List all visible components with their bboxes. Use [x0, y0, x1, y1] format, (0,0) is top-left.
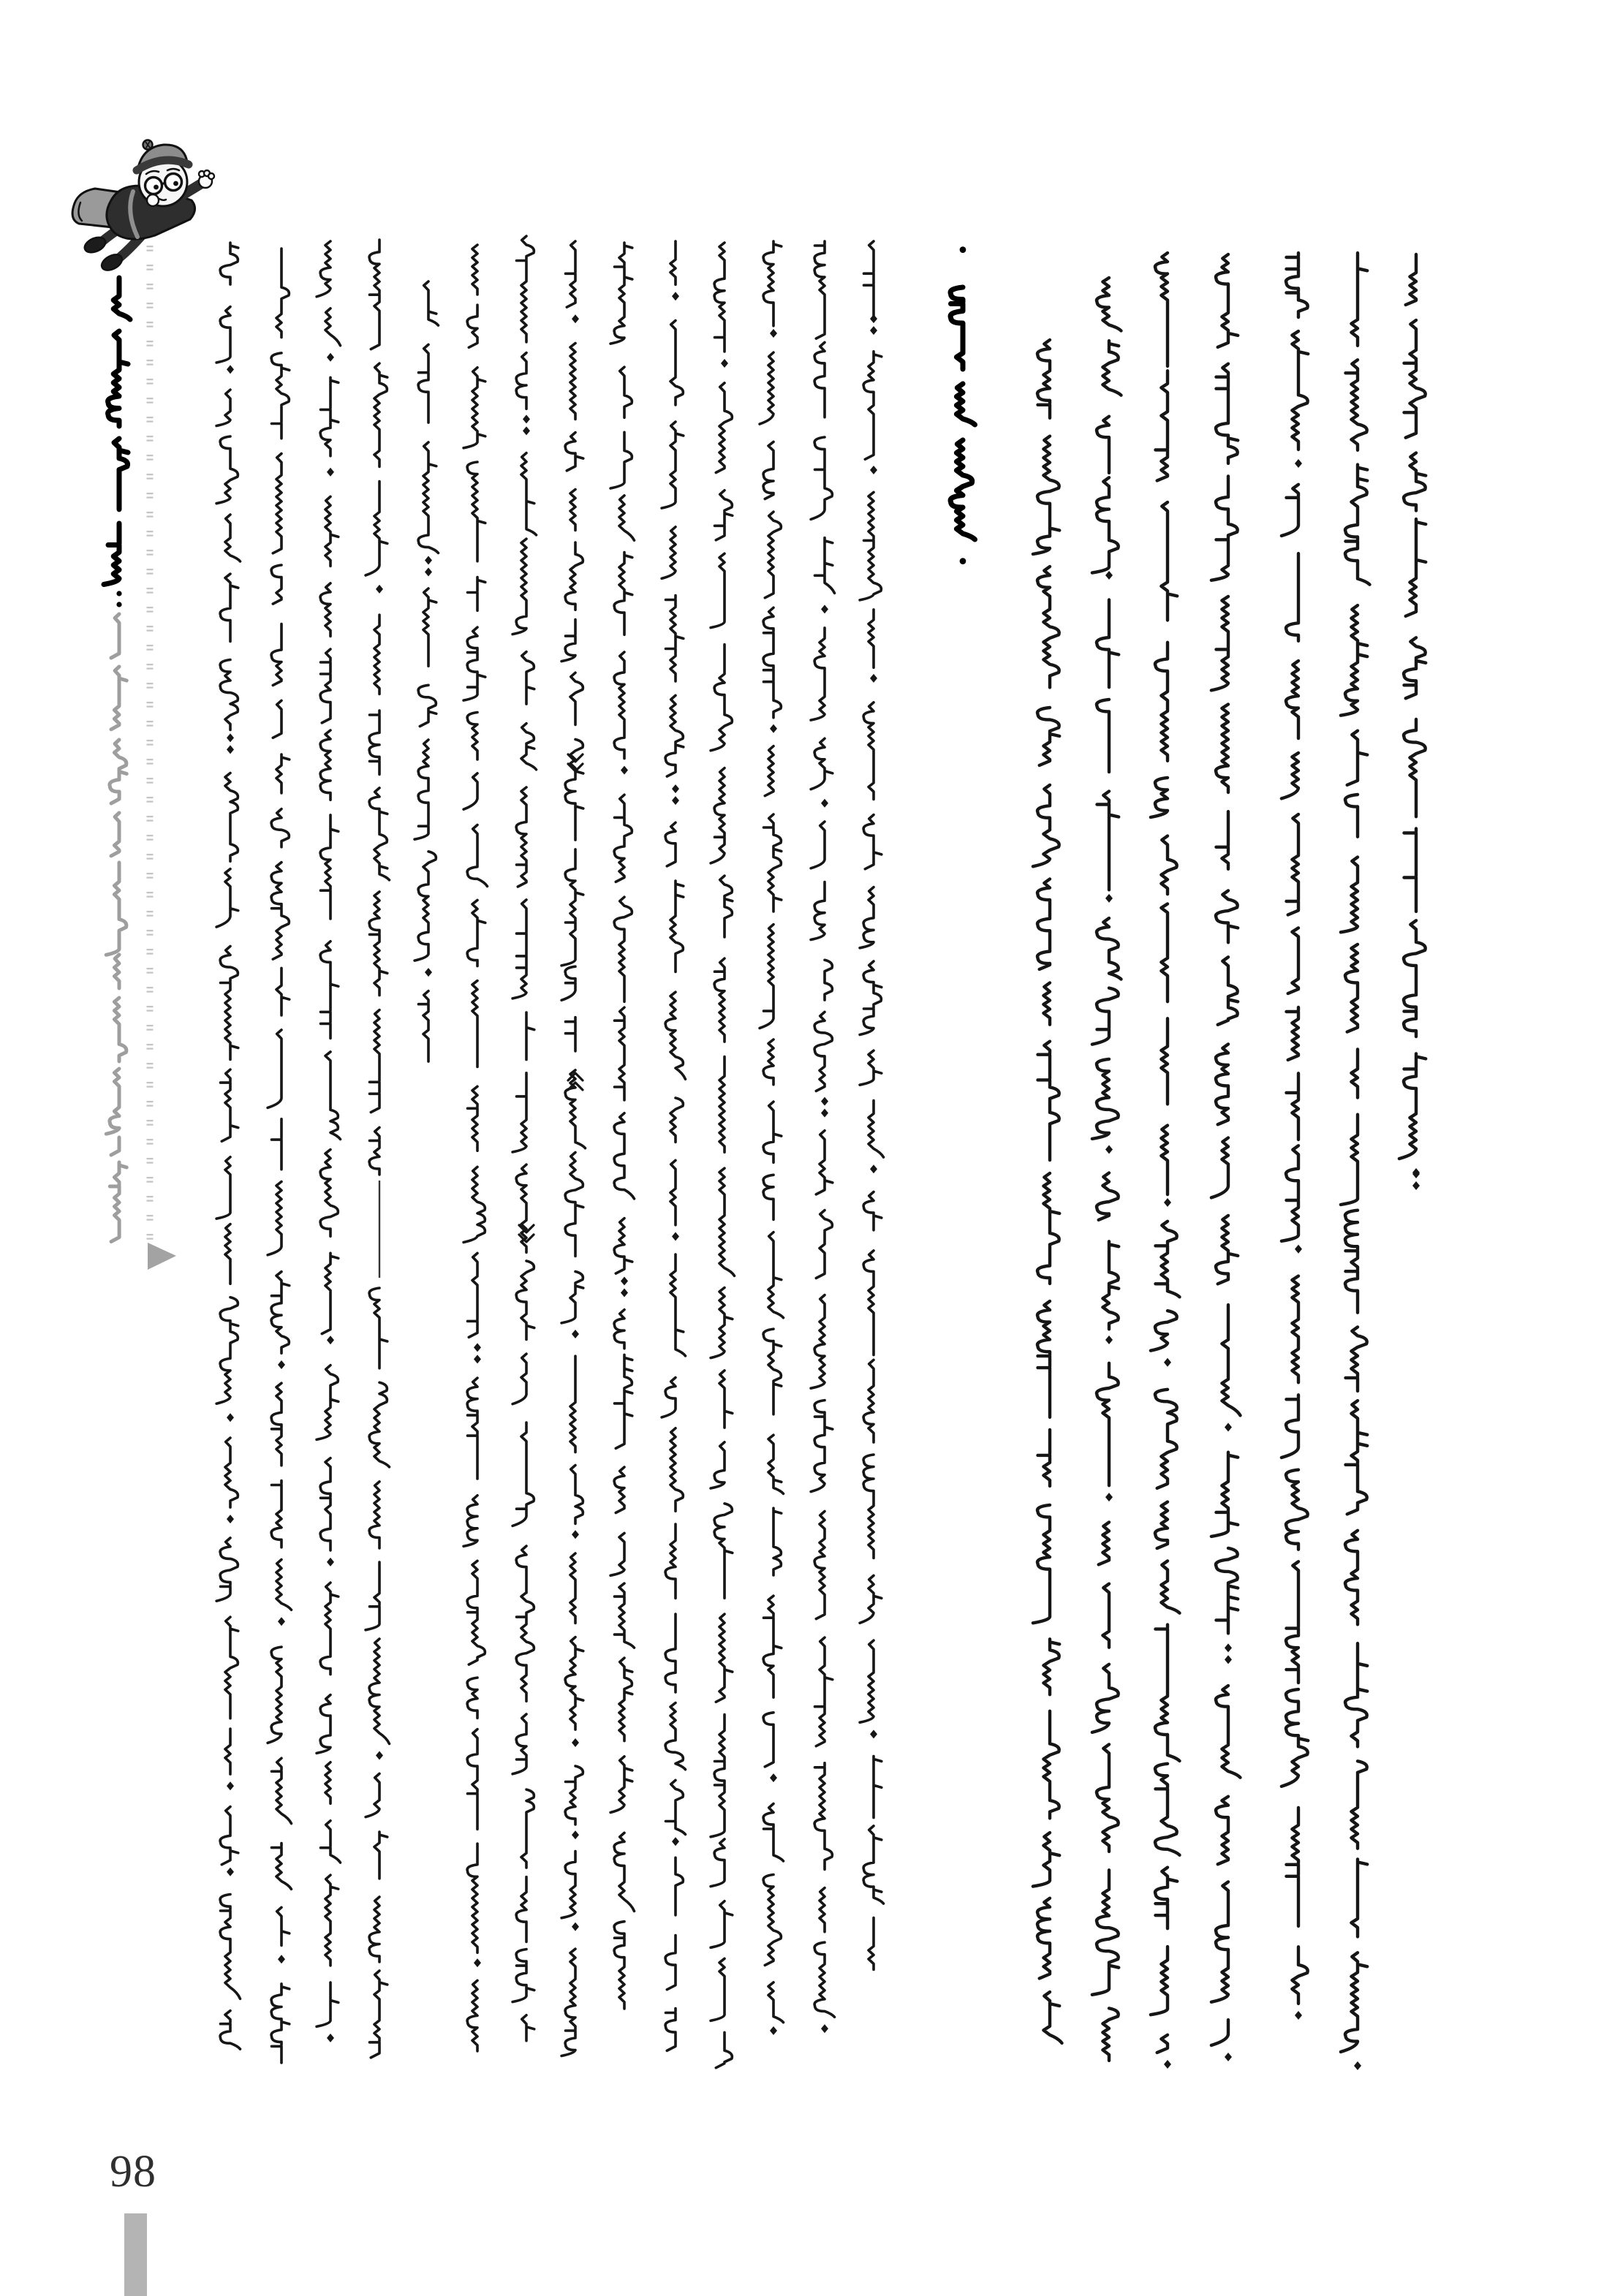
section-heading-bullet-top: •	[956, 238, 969, 264]
section-heading-bullet-bottom: •	[956, 550, 969, 575]
page-number: 98	[110, 2147, 156, 2197]
footer-accent-bar	[124, 2213, 147, 2296]
mongolian-colon-dot	[116, 602, 121, 607]
dashed-rule	[147, 246, 154, 1240]
section-heading-words	[950, 287, 975, 539]
mongolian-colon-dot	[116, 591, 121, 596]
mascot-glasses-lens	[165, 174, 182, 191]
mascot-hand	[199, 170, 214, 188]
mascot-glasses-lens	[145, 178, 162, 194]
text-block-section-2	[1033, 253, 1426, 2070]
chapter-band	[104, 246, 176, 1270]
mascot-hand	[147, 194, 159, 206]
rule-arrowhead-icon	[148, 1243, 176, 1270]
text-block-section-1	[216, 236, 883, 2068]
mascot-flying-boy-illustration	[66, 133, 223, 279]
